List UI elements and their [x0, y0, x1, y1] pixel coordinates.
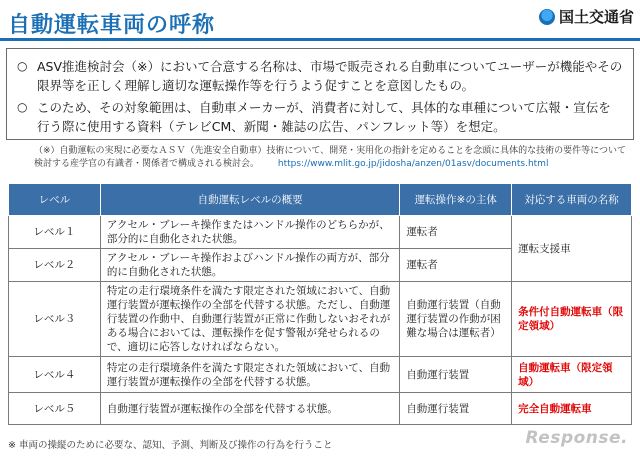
- asv-note-link[interactable]: https://www.mlit.go.jp/jidosha/anzen/01asv/documents.html: [277, 159, 549, 169]
- ministry-logo-icon: [539, 9, 555, 25]
- header-actor: 運転操作※の主体: [400, 184, 512, 216]
- actor-cell: 自動運行装置: [400, 357, 512, 393]
- intro-paragraph-2: [17, 98, 623, 136]
- header-vehicle-name: 対応する車両の名称: [512, 184, 632, 216]
- table-row: [9, 357, 632, 393]
- automation-level-table: [8, 183, 632, 425]
- asv-note-text: （※）自動運転の実現に必要なＡＳＶ（先進安全自動車）技術について、開発・実用化の指針を定めることを念頭に具体的な技術の要件等について検討する産学官の有識者・関係者で構成される検討会。: [34, 146, 627, 169]
- circle-bullet-icon: ○: [17, 59, 28, 73]
- level-cell: レベル１: [9, 216, 101, 249]
- response-watermark: Response.: [525, 428, 628, 448]
- summary-cell: 自動運行装置が運転操作の全部を代替する状態。: [100, 393, 399, 425]
- circle-bullet-icon: ○: [17, 100, 28, 114]
- level-cell: レベル３: [9, 282, 101, 357]
- page-title: 自動運転車両の呼称: [8, 13, 216, 38]
- actor-cell: 運転者: [400, 249, 512, 282]
- asv-note: [34, 145, 634, 171]
- header-summary: 自動運転レベルの概要: [100, 184, 399, 216]
- vehicle-name-cell: 条件付自動運転車（限定領域）: [512, 282, 632, 357]
- title-divider: [0, 38, 640, 41]
- level-cell: レベル２: [9, 249, 101, 282]
- ministry-brand: [539, 6, 634, 27]
- actor-cell: 自動運行装置（自動運行装置の作動が困難な場合は運転者）: [400, 282, 512, 357]
- vehicle-name-cell: 自動運転車（限定領域）: [512, 357, 632, 393]
- summary-cell: アクセル・ブレーキ操作およびハンドル操作の両方が、部分的に自動化された状態。: [100, 249, 399, 282]
- table-row: [9, 282, 632, 357]
- table-row: [9, 216, 632, 249]
- vehicle-name-cell: 完全自動運転車: [512, 393, 632, 425]
- actor-cell: 自動運行装置: [400, 393, 512, 425]
- vehicle-name-cell: 運転支援車: [512, 216, 632, 282]
- table-header-row: [9, 184, 632, 216]
- level-cell: レベル４: [9, 357, 101, 393]
- ministry-name: 国土交通省: [558, 8, 634, 26]
- actor-cell: 運転者: [400, 216, 512, 249]
- table-row: [9, 393, 632, 425]
- level-cell: レベル５: [9, 393, 101, 425]
- intro-text-2: このため、その対象範囲は、自動車メーカーが、消費者に対して、具体的な車種について広報・宣伝を行う際に使用する資料（テレビCM、新聞・雑誌の広告、パンフレット等）を想定。: [37, 100, 611, 134]
- intro-text-1: ASV推進検討会（※）において合意する名称は、市場で販売される自動車についてユーザーが機能やその限界等を正しく理解し適切な運転操作等を行うよう促すことを意図したもの。: [37, 59, 623, 93]
- intro-paragraph-1: [17, 57, 623, 95]
- intro-box: [6, 48, 634, 140]
- header-level: レベル: [9, 184, 101, 216]
- summary-cell: アクセル・ブレーキ操作またはハンドル操作のどちらかが、部分的に自動化された状態。: [100, 216, 399, 249]
- footnote: ※ 車両の操縦のために必要な、認知、予測、判断及び操作の行為を行うこと: [8, 440, 333, 451]
- summary-cell: 特定の走行環境条件を満たす限定された領域において、自動運行装置が運転操作の全部を代替する状態。: [100, 357, 399, 393]
- summary-cell: 特定の走行環境条件を満たす限定された領域において、自動運行装置が運転操作の全部を代替する状態。ただし、自動運行装置の作動中、自動運行装置が正常に作動しないおそれがある場合においては、運転操作を促す警報が発せられるので、適切に応答しなければならない。: [100, 282, 399, 357]
